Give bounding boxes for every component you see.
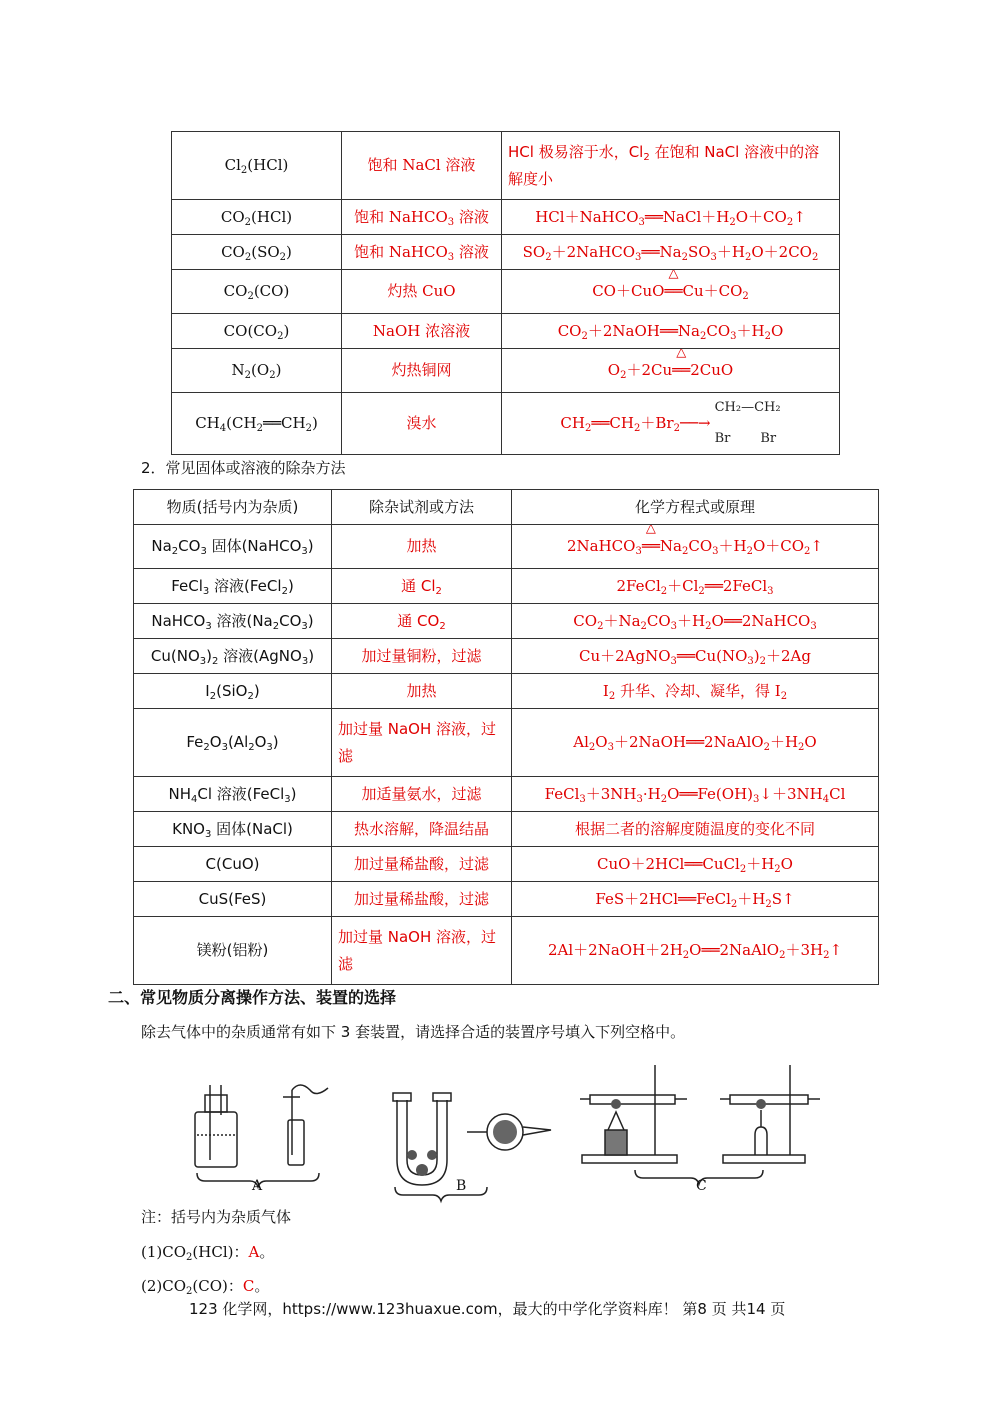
table-row <box>134 604 879 639</box>
reagent-cell: 加过量 NaOH 溶液，过滤 <box>332 917 512 985</box>
principle-cell: $2Al+2NaOH+2H_2O══2NaAlO_2+3H_2↑$ <box>512 917 879 985</box>
substance-cell: $Fe_2O_3(Al_2O_3)$ <box>134 709 332 777</box>
principle-cell: 根据二者的溶解度随温度的变化不同 <box>512 812 879 847</box>
table-row <box>134 777 879 812</box>
substance-cell: $NH_4Cl$ 溶液(FeCl$_3$) <box>134 777 332 812</box>
header-substance: 物质(括号内为杂质) <box>134 490 332 525</box>
principle-cell: $CO_2+Na_2CO_3+H_2O══2NaHCO_3$ <box>512 604 879 639</box>
reagent-cell: 热水溶解，降温结晶 <box>332 812 512 847</box>
substance-cell: FeCl$_3$ 溶液(FeCl$_2$) <box>134 569 332 604</box>
substance-cell: C(CuO) <box>134 847 332 882</box>
principle-cell: HCl 极易溶于水，$Cl_2$ 在饱和 NaCl 溶液中的溶解度小 <box>502 132 840 200</box>
table-row <box>172 393 840 455</box>
reagent-cell: 通 $Cl_2$ <box>332 569 512 604</box>
table-row <box>134 525 879 569</box>
principle-cell: $CuO+2HCl══CuCl_2+H_2O$ <box>512 847 879 882</box>
substance-cell: $Cl_2(HCl)$ <box>172 132 342 200</box>
question-1-end: 。 <box>259 1243 275 1261</box>
substance-cell: 镁粉(铝粉) <box>134 917 332 985</box>
principle-cell: $CH_2══CH_2+Br_2──\to$ CH₂—CH₂ Br Br <box>502 393 840 455</box>
table-row <box>172 349 840 393</box>
table-row <box>172 270 840 314</box>
u-tube-icon <box>393 1093 451 1185</box>
product-br-left: Br <box>714 430 731 446</box>
substance-cell: $I_2(SiO_2)$ <box>134 674 332 709</box>
principle-cell: CO＋CuO△ $══Cu+CO_2$ <box>502 270 840 314</box>
substance-cell: $CO(CO_2)$ <box>172 314 342 349</box>
principle-cell: $HCl+NaHCO_3══NaCl+H_2O+CO_2↑$ <box>502 200 840 235</box>
section-3-title: 二、常见物质分离操作方法、装置的选择 <box>108 988 397 1007</box>
apparatus-label-a: A <box>252 1178 263 1194</box>
table-row <box>134 917 879 985</box>
table-row <box>134 847 879 882</box>
reagent-cell: 加过量稀盐酸，过滤 <box>332 847 512 882</box>
reagent-cell: 加热 <box>332 674 512 709</box>
substance-cell: CuS(FeS) <box>134 882 332 917</box>
apparatus-figure <box>175 1055 835 1205</box>
solid-table-body <box>134 525 879 985</box>
apparatus-label-c: C <box>696 1178 707 1194</box>
table-row <box>134 639 879 674</box>
wash-bottle-icon <box>195 1085 328 1167</box>
substance-cell: $CO_2(SO_2)$ <box>172 235 342 270</box>
substance-cell: $N_2(O_2)$ <box>172 349 342 393</box>
table-row <box>134 569 879 604</box>
heating-tube-icon <box>720 1065 820 1163</box>
question-1 <box>141 1241 274 1262</box>
drying-tube-icon <box>467 1114 551 1150</box>
gas-impurity-table <box>171 131 840 455</box>
reagent-cell: NaOH 浓溶液 <box>342 314 502 349</box>
reagent-cell: 通 $CO_2$ <box>332 604 512 639</box>
table-row <box>172 200 840 235</box>
reagent-cell: 加过量铜粉，过滤 <box>332 639 512 674</box>
table-row <box>134 674 879 709</box>
table-header-row <box>134 490 879 525</box>
table-row <box>134 882 879 917</box>
gas-table-body <box>172 132 840 455</box>
product-structure <box>715 400 781 448</box>
question-2 <box>141 1275 269 1296</box>
answer-1: A <box>248 1243 260 1261</box>
table-row <box>172 314 840 349</box>
principle-cell: 2NaHCO$_3$△ $══Na_2CO_3+H_2O+CO_2↑$ <box>512 525 879 569</box>
substance-cell: $CH_4(CH_2══CH_2)$ <box>172 393 342 455</box>
answer-2: C <box>242 1277 255 1295</box>
product-br-right: Br <box>760 430 777 446</box>
reagent-cell: 加过量 NaOH 溶液，过滤 <box>332 709 512 777</box>
principle-cell: $Cu+2AgNO_3══Cu(NO_3)_2+2Ag$ <box>512 639 879 674</box>
header-reagent: 除杂试剂或方法 <box>332 490 512 525</box>
reagent-cell: 饱和 NaHCO$_3$ 溶液 <box>342 235 502 270</box>
apparatus-label-b: B <box>456 1178 467 1194</box>
principle-cell: $2FeCl_2+Cl_2══2FeCl_3$ <box>512 569 879 604</box>
reagent-cell: 加过量稀盐酸，过滤 <box>332 882 512 917</box>
reagent-cell: 饱和 NaHCO$_3$ 溶液 <box>342 200 502 235</box>
substance-cell: NaHCO$_3$ 溶液$(Na_2CO_3)$ <box>134 604 332 639</box>
substance-cell: $Na_2CO_3$ 固体(NaHCO$_3$) <box>134 525 332 569</box>
question-2-end: 。 <box>254 1277 270 1295</box>
table-row <box>172 235 840 270</box>
product-chain: CH₂—CH₂ <box>714 399 781 415</box>
principle-cell: $SO_2+2NaHCO_3══Na_2SO_3+H_2O+2CO_2$ <box>502 235 840 270</box>
substance-cell: $Cu(NO_3)_2$ 溶液(AgNO$_3$) <box>134 639 332 674</box>
reagent-cell: 饱和 NaCl 溶液 <box>342 132 502 200</box>
principle-cell: $O_2+2Cu\triangle$ ══2CuO <box>502 349 840 393</box>
solid-impurity-table <box>133 489 879 985</box>
question-1-text: $(1)CO_2(HCl)$： <box>141 1243 249 1263</box>
intro-text: 除去气体中的杂质通常有如下 3 套装置，请选择合适的装置序号填入下列空格中。 <box>141 1023 686 1041</box>
principle-cell: $FeS+2HCl══FeCl_2+H_2S↑$ <box>512 882 879 917</box>
question-2-text: $(2)CO_2(CO)$： <box>141 1277 243 1297</box>
principle-cell: $Al_2O_3+2NaOH══2NaAlO_2+H_2O$ <box>512 709 879 777</box>
table-row <box>134 812 879 847</box>
reagent-cell: 灼热 CuO <box>342 270 502 314</box>
heating-tube-icon <box>580 1065 687 1163</box>
substance-cell: $CO_2(CO)$ <box>172 270 342 314</box>
section-2-title: 2．常见固体或溶液的除杂方法 <box>141 459 346 477</box>
substance-cell: $CO_2(HCl)$ <box>172 200 342 235</box>
reagent-cell: 加适量氨水，过滤 <box>332 777 512 812</box>
principle-cell: $FeCl_3+3NH_3\cdot H_2O══Fe(OH)_3↓+3NH_4Cl$ <box>512 777 879 812</box>
header-principle: 化学方程式或原理 <box>512 490 879 525</box>
principle-cell: $CO_2+2NaOH══Na_2CO_3+H_2O$ <box>502 314 840 349</box>
page-footer: 123 化学网，https://www.123huaxue.com，最大的中学化学资料库！ 第8 页 共14 页 <box>189 1300 786 1318</box>
reagent-cell: 加热 <box>332 525 512 569</box>
note-text: 注：括号内为杂质气体 <box>141 1208 292 1226</box>
table-row <box>134 709 879 777</box>
table-row <box>172 132 840 200</box>
reagent-cell: 溴水 <box>342 393 502 455</box>
brace-b <box>395 1187 487 1201</box>
substance-cell: $KNO_3$ 固体(NaCl) <box>134 812 332 847</box>
reagent-cell: 灼热铜网 <box>342 349 502 393</box>
principle-cell: $I_2$ 升华、冷却、凝华，得 $I_2$ <box>512 674 879 709</box>
